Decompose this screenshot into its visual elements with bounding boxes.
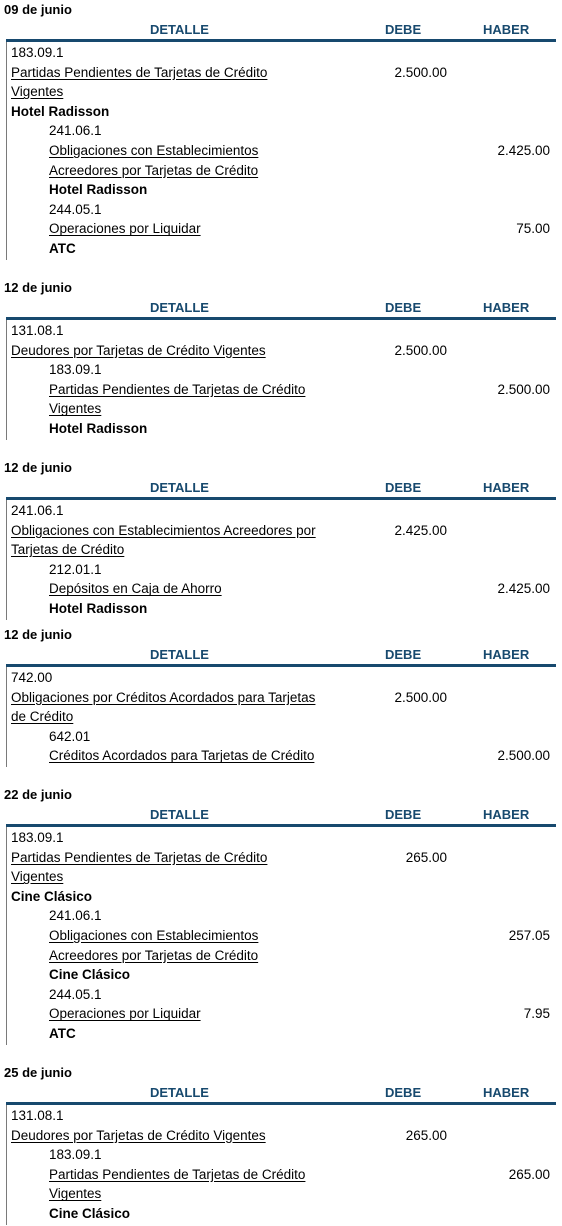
account-code: 241.06.1 — [11, 503, 64, 518]
account-code: 244.05.1 — [49, 986, 102, 1002]
account-name: Depósitos en Caja de Ahorro — [49, 581, 222, 597]
haber-amount: 2.425.00 — [497, 581, 550, 597]
account-code: 241.06.1 — [49, 123, 102, 139]
header-detalle: DETALLE — [150, 1085, 209, 1100]
account-name: Partidas Pendientes de Tarjetas de Crédito — [49, 1166, 306, 1182]
entry-header — [0, 298, 562, 318]
left-border — [6, 320, 7, 440]
header-detalle: DETALLE — [150, 480, 209, 495]
haber-amount: 75.00 — [516, 221, 550, 237]
left-border — [6, 1105, 7, 1225]
account-code: 183.09.1 — [49, 1147, 102, 1163]
account-code: 131.08.1 — [11, 1108, 64, 1123]
haber-amount: 257.05 — [508, 928, 550, 943]
merchant-name: Hotel Radisson — [11, 103, 110, 119]
account-name: Partidas Pendientes de Tarjetas de Crédito — [11, 849, 268, 865]
header-rule — [6, 317, 556, 320]
merchant-name: Cine Clásico — [49, 1206, 131, 1221]
account-code: 212.01.1 — [49, 561, 102, 577]
debe-amount: 2.500.00 — [394, 342, 447, 358]
account-code: 244.05.1 — [49, 201, 102, 217]
header-rule — [6, 39, 556, 42]
header-rule — [6, 1102, 556, 1105]
header-haber: HABER — [483, 807, 530, 822]
account-name: Acreedores por Tarjetas de Crédito — [49, 162, 259, 178]
merchant-name: ATC — [49, 241, 76, 256]
header-debe: DEBE — [385, 480, 422, 495]
debe-amount: 2.500.00 — [394, 64, 447, 80]
header-debe: DEBE — [385, 300, 422, 315]
haber-amount: 2.500.00 — [497, 381, 550, 397]
account-name: Obligaciones por Créditos Acordados para Tarjetas — [11, 689, 316, 705]
account-code: 183.09.1 — [11, 830, 64, 845]
account-name: Tarjetas de Crédito — [11, 542, 125, 558]
account-name: Operaciones por Liquidar — [49, 221, 201, 237]
entry-date: 25 de junio — [4, 1065, 72, 1080]
account-name: Partidas Pendientes de Tarjetas de Crédito — [49, 381, 306, 397]
entry-date: 12 de junio — [4, 627, 72, 642]
header-debe: DEBE — [385, 807, 422, 822]
debe-amount: 265.00 — [405, 1127, 447, 1143]
merchant-name: ATC — [49, 1026, 76, 1041]
account-name: Obligaciones con Establecimientos — [49, 143, 259, 158]
account-name: Vigentes — [49, 401, 102, 417]
entry-date: 12 de junio — [4, 460, 72, 475]
header-haber: HABER — [483, 1085, 530, 1100]
account-name: Operaciones por Liquidar — [49, 1006, 201, 1022]
account-name: Vigentes — [11, 869, 64, 885]
merchant-name: Hotel Radisson — [49, 421, 148, 436]
account-name: Deudores por Tarjetas de Crédito Vigentes — [11, 342, 266, 358]
account-code: 131.08.1 — [11, 323, 64, 338]
account-code: 642.01 — [49, 728, 91, 744]
header-haber: HABER — [483, 22, 530, 37]
account-name: Partidas Pendientes de Tarjetas de Crédito — [11, 64, 268, 80]
header-detalle: DETALLE — [150, 22, 209, 37]
merchant-name: Hotel Radisson — [49, 601, 148, 616]
account-name: Obligaciones con Establecimientos — [49, 928, 259, 943]
account-name: Acreedores por Tarjetas de Crédito — [49, 947, 259, 963]
account-code: 183.09.1 — [11, 45, 64, 60]
account-name: Obligaciones con Establecimientos Acreedores por — [11, 522, 316, 538]
header-detalle: DETALLE — [150, 300, 209, 315]
debe-amount: 2.425.00 — [394, 522, 447, 538]
left-border — [6, 827, 7, 1045]
merchant-name: Hotel Radisson — [49, 182, 148, 198]
header-debe: DEBE — [385, 647, 422, 662]
left-border — [6, 500, 7, 620]
account-name: Vigentes — [49, 1186, 102, 1202]
header-rule — [6, 664, 556, 667]
header-rule — [6, 824, 556, 827]
merchant-name: Cine Clásico — [49, 967, 131, 983]
account-code: 183.09.1 — [49, 362, 102, 378]
account-name: Vigentes — [11, 84, 64, 100]
account-code: 241.06.1 — [49, 908, 102, 924]
header-haber: HABER — [483, 647, 530, 662]
haber-amount: 265.00 — [508, 1166, 550, 1182]
left-border — [6, 42, 7, 260]
merchant-name: Cine Clásico — [11, 888, 93, 904]
header-haber: HABER — [483, 300, 530, 315]
account-code: 742.00 — [11, 670, 53, 685]
left-border — [6, 667, 7, 767]
haber-amount: 2.500.00 — [497, 748, 550, 764]
entry-header — [0, 805, 562, 825]
header-detalle: DETALLE — [150, 647, 209, 662]
entry-date: 12 de junio — [4, 280, 72, 295]
haber-amount: 7.95 — [523, 1006, 550, 1022]
account-name: de Crédito — [11, 709, 74, 725]
haber-amount: 2.425.00 — [497, 143, 550, 158]
header-detalle: DETALLE — [150, 807, 209, 822]
header-rule — [6, 497, 556, 500]
debe-amount: 2.500.00 — [394, 689, 447, 705]
header-debe: DEBE — [385, 22, 422, 37]
debe-amount: 265.00 — [405, 849, 447, 865]
header-haber: HABER — [483, 480, 530, 495]
entry-header — [0, 645, 562, 665]
account-name: Deudores por Tarjetas de Crédito Vigentes — [11, 1127, 266, 1143]
entry-header — [0, 478, 562, 498]
entry-date: 09 de junio — [4, 2, 72, 17]
entry-date: 22 de junio — [4, 787, 72, 802]
entry-header — [0, 1083, 562, 1103]
header-debe: DEBE — [385, 1085, 422, 1100]
account-name: Créditos Acordados para Tarjetas de Crédito — [49, 748, 315, 764]
entry-header — [0, 20, 562, 40]
